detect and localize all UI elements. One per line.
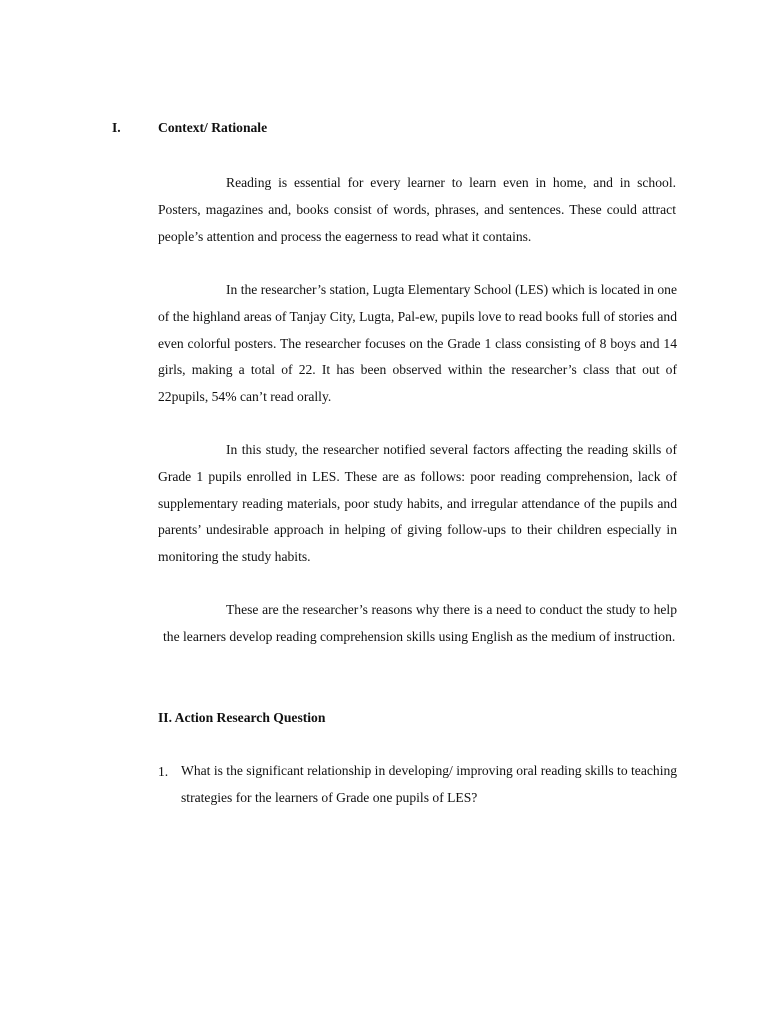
paragraph-2: In the researcher’s station, Lugta Elementary School (LES) which is located in one of the highland areas of Tanjay City, Lugta, Pal-ew, pupils love to read books full of stories and even colorful posters. The researcher focuses on the Grade 1 class consisting of 8 boys and 14 girls, making a total of 22. It has been observed within the researcher’s class that out of 22pupils, 54% can’t read orally. xyxy=(158,282,677,405)
paragraph-4: These are the researcher’s reasons why there is a need to conduct the study to help the learners develop reading comprehension skills using English as the medium of instruction. xyxy=(163,602,677,644)
section-2-title: II. Action Research Question xyxy=(158,710,326,725)
question-1-number: 1. xyxy=(158,764,169,779)
paragraph-3: In this study, the researcher notified several factors affecting the reading skills of Grade 1 pupils enrolled in LES. These are as follows: poor reading comprehension, lack of supplementary reading materials, poor study habits, and irregular attendance of the pupils and parents’ undesirable approach in helping of giving follow-ups to their children especially in monitoring the study habits. xyxy=(158,442,677,565)
section-1-number: I. xyxy=(112,120,121,135)
paragraph-1: Reading is essential for every learner to learn even in home, and in school. Posters, magazines and, books consist of words, phrases, and sentences. These could attract people’s attention and process the eagerness to read what it contains. xyxy=(158,175,676,244)
question-1-text: What is the significant relationship in developing/ improving oral reading skills to teaching strategies for the learners of Grade one pupils of LES? xyxy=(181,763,678,805)
section-1-title: Context/ Rationale xyxy=(158,120,268,135)
